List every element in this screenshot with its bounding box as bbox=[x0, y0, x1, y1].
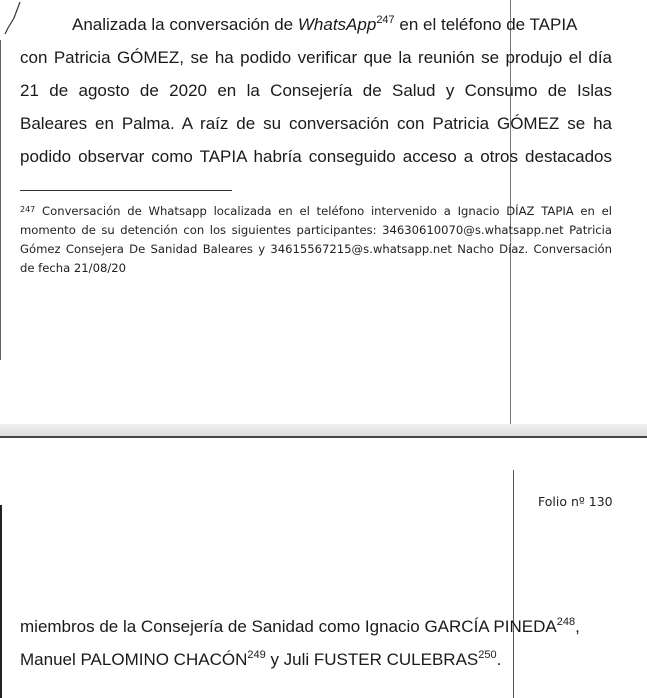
paragraph-1-line-1 bbox=[20, 8, 612, 41]
scan-margin-line-left-bottom bbox=[0, 505, 2, 698]
line-1-text-end: en el teléfono de TAPIA bbox=[394, 15, 578, 34]
footnote-247 bbox=[20, 202, 612, 278]
footnote-line-2: momento de su detención con los siguientes participantes: 34630610070@s.whatsapp.net Patricia bbox=[20, 223, 612, 237]
page-break-shadow bbox=[0, 424, 647, 436]
paragraph-1-line-5: podido observar como TAPIA habría conseguido acceso a otros destacados bbox=[20, 147, 612, 166]
footnote-line-1: $^{247}$ Conversación de Whatsapp localizada en el teléfono intervenido a Ignacio DÍAZ TAPIA en el bbox=[20, 204, 612, 218]
footnote-ref-248: 248 bbox=[556, 616, 576, 628]
scan-margin-line-left-top bbox=[0, 40, 1, 360]
line-1-text: Analizada la conversación de bbox=[72, 15, 298, 34]
paragraph-1 bbox=[20, 8, 612, 173]
paragraph-2 bbox=[20, 610, 612, 676]
page-break-edge bbox=[0, 436, 647, 438]
footnote-ref-247: 247 bbox=[376, 14, 395, 26]
paragraph-1-line-4: Baleares en Palma. A raíz de su conversación con Patricia GÓMEZ se ha bbox=[20, 114, 612, 133]
footnote-number: 247 bbox=[20, 205, 36, 214]
whatsapp-italic: WhatsApp bbox=[297, 15, 377, 34]
paragraph-1-line-3: 21 de agosto de 2020 en la Consejería de Salud y Consumo de Islas bbox=[20, 81, 612, 100]
footnote-ref-250: 250 bbox=[478, 649, 497, 661]
footnote-line-3: Gómez Consejera De Sanidad Baleares y 34615567215@s.whatsapp.net Nacho Díaz. Conversación bbox=[20, 242, 612, 256]
footnote-ref-249: 249 bbox=[247, 649, 266, 661]
footnote-separator bbox=[20, 190, 232, 191]
folio-number: Folio nº 130 bbox=[538, 494, 613, 509]
footnote-line-4: de fecha 21/08/20 bbox=[20, 261, 126, 275]
paragraph-1-line-2: con Patricia GÓMEZ, se ha podido verificar que la reunión se produjo el día bbox=[20, 48, 612, 67]
paragraph-2-line-2: Manuel PALOMINO CHACÓN$^{249}$ y Juli FUSTER CULEBRAS$^{250}$. bbox=[20, 649, 502, 669]
paragraph-2-line-1: miembros de la Consejería de Sanidad como Ignacio GARCÍA PINEDA$^{248}$, bbox=[20, 616, 580, 636]
